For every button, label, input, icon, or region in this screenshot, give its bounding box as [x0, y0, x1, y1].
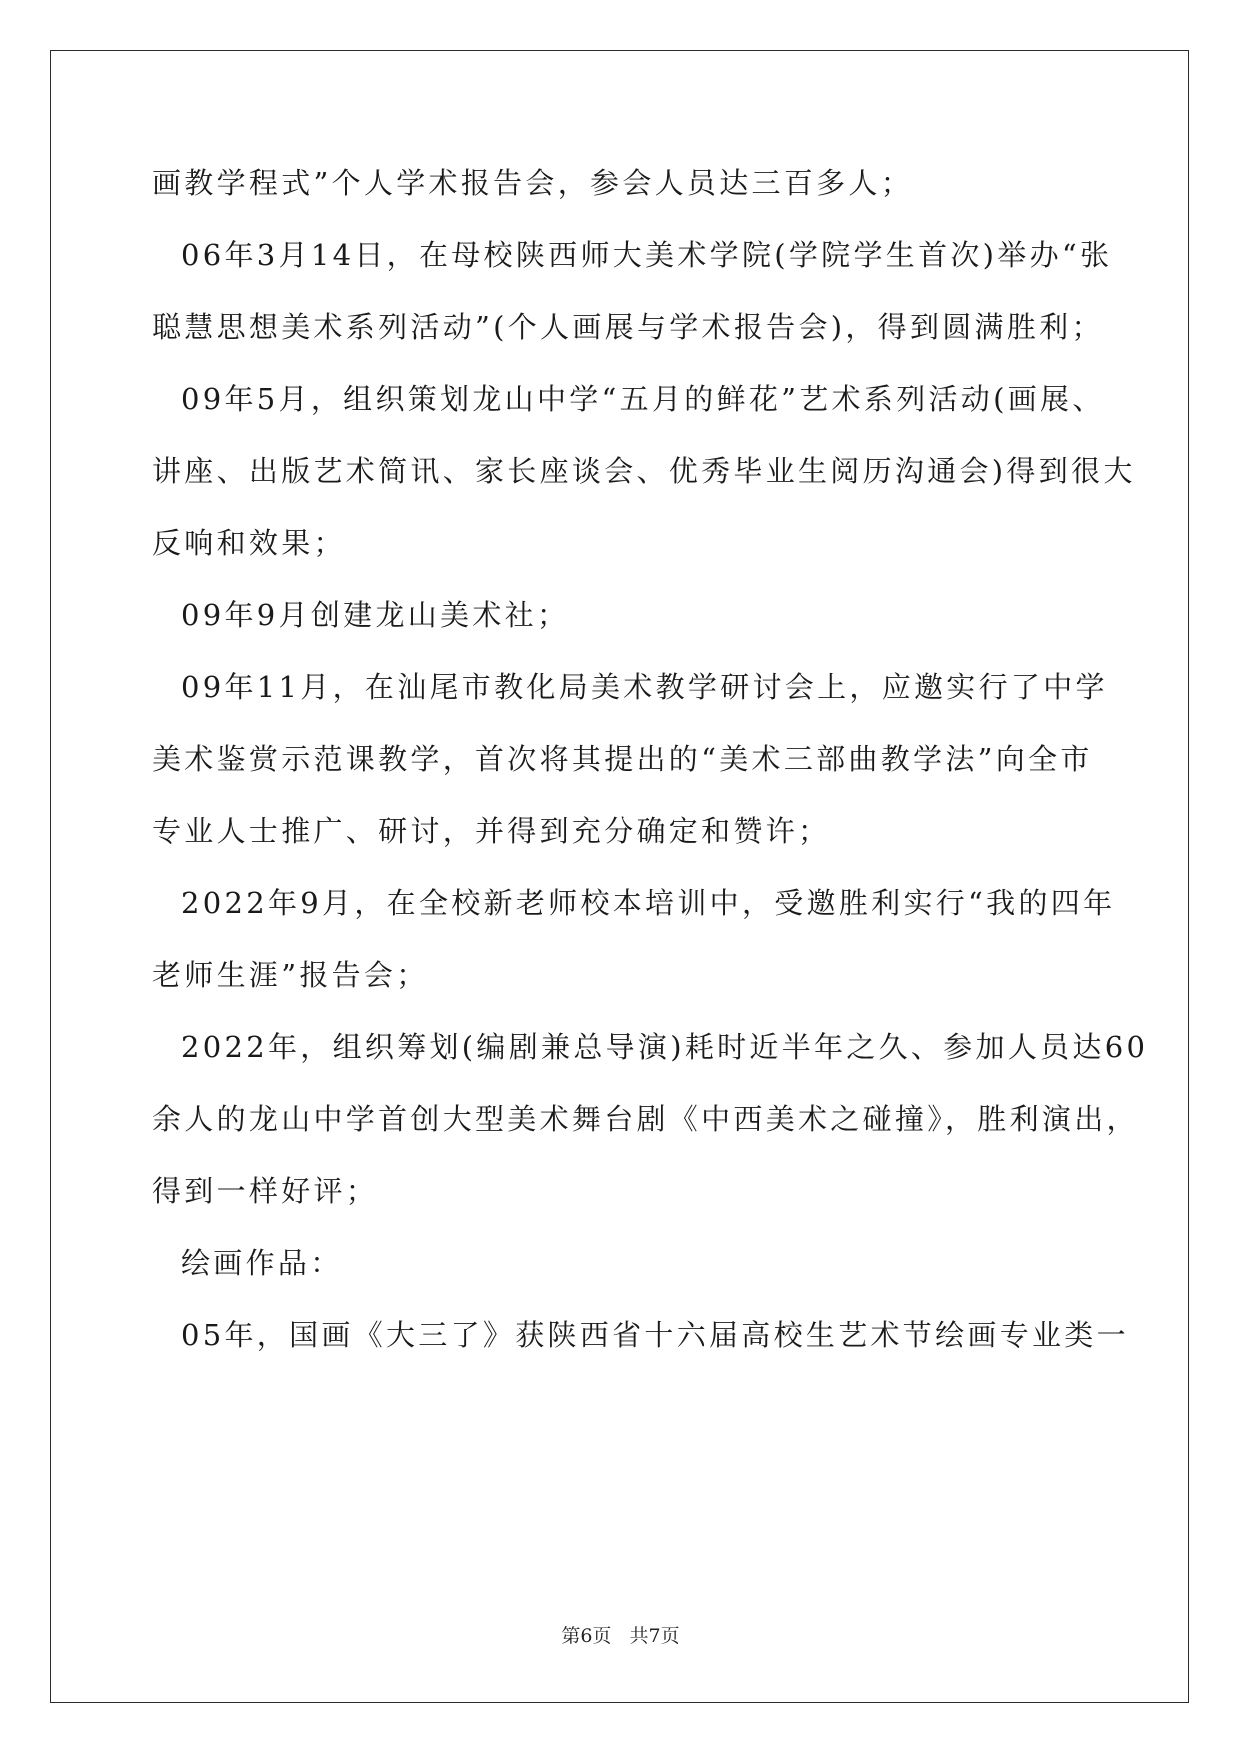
page-border: [50, 50, 1189, 1703]
text-line: 05年，国画《大三了》获陕西省十六届高校生艺术节绘画专业类一: [181, 1318, 1129, 1352]
text-line: 反响和效果；: [152, 526, 346, 560]
text-line: 2022年9月，在全校新老师校本培训中，受邀胜利实行“我的四年: [181, 886, 1116, 920]
text-line: 美术鉴赏示范课教学，首次将其提出的“美术三部曲教学法”向全市: [152, 742, 1093, 776]
text-line: 09年11月，在汕尾市教化局美术教学研讨会上，应邀实行了中学: [181, 670, 1108, 704]
text-line: 聪慧思想美术系列活动”(个人画展与学术报告会)，得到圆满胜利；: [152, 310, 1104, 344]
text-line: 画教学程式”个人学术报告会，参会人员达三百多人；: [152, 166, 914, 200]
text-line: 2022年，组织筹划(编剧兼总导演)耗时近半年之久、参加人员达60: [181, 1030, 1149, 1064]
text-line: 09年9月创建龙山美术社；: [181, 598, 570, 632]
page-number-footer: 第6页 共7页: [561, 1625, 680, 1647]
text-line: 绘画作品：: [181, 1246, 343, 1280]
text-line: 余人的龙山中学首创大型美术舞台剧《中西美术之碰撞》，胜利演出，: [152, 1102, 1139, 1136]
text-line: 09年5月，组织策划龙山中学“五月的鲜花”艺术系列活动(画展、: [181, 382, 1105, 416]
text-line: 专业人士推广、研讨，并得到充分确定和赞许；: [152, 814, 831, 848]
text-line: 06年3月14日，在母校陕西师大美术学院(学院学生首次)举办“张: [181, 238, 1113, 272]
text-line: 讲座、出版艺术简讯、家长座谈会、优秀毕业生阅历沟通会)得到很大: [152, 454, 1136, 488]
text-line: 老师生涯”报告会；: [152, 958, 429, 992]
text-line: 得到一样好评；: [152, 1174, 379, 1208]
